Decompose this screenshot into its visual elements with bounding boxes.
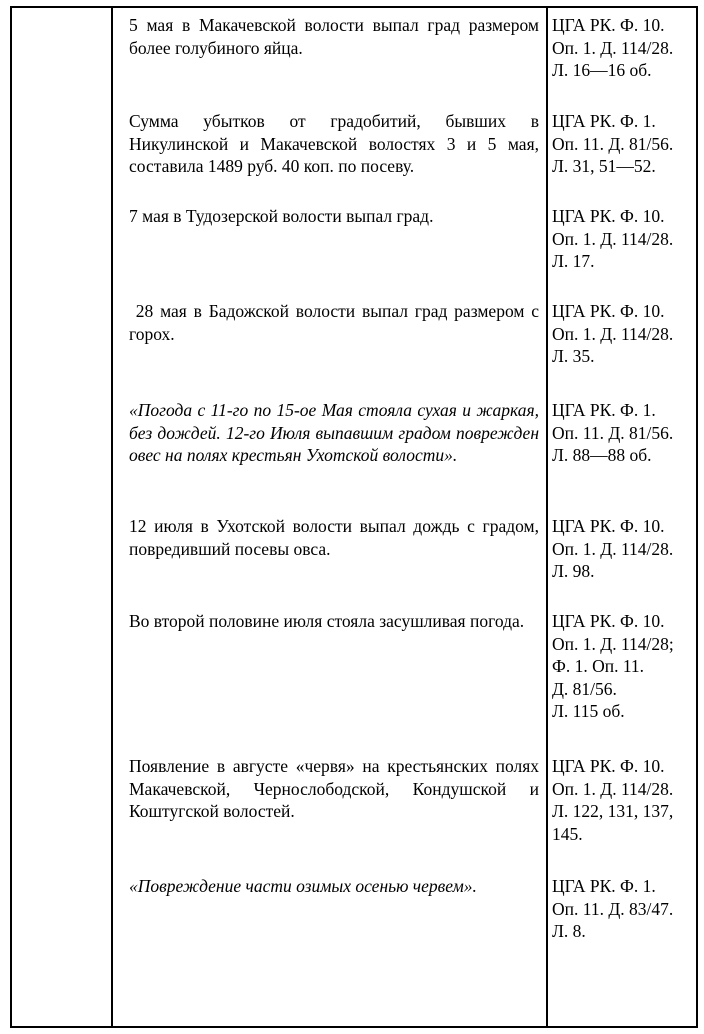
- event-description: 5 мая в Макачевской волости выпал град размером более голубиного яйца.: [129, 15, 539, 58]
- archive-source: ЦГА РК. Ф. 10. Оп. 1. Д. 114/28. Л. 16—16 об.: [552, 15, 674, 80]
- column-divider: [111, 8, 113, 1026]
- archive-table: [10, 6, 698, 1028]
- archive-source: ЦГА РК. Ф. 10. Оп. 1. Д. 114/28. Л. 17.: [552, 206, 674, 271]
- archive-source: ЦГА РК. Ф. 10. Оп. 1. Д. 114/28. Л. 122, 131, 137, 145.: [552, 756, 674, 844]
- event-quote: «Повреждение части озимых осенью червем».: [129, 876, 477, 896]
- event-description: 28 мая в Бадожской волости выпал град размером с горох.: [129, 301, 544, 344]
- event-description: 7 мая в Тудозерской волости выпал град.: [129, 206, 434, 226]
- event-description: Сумма убытков от градобитий, бывших в Никулинской и Макачевской волостях 3 и 5 мая, составила 1489 руб. 40 коп. по посеву.: [129, 111, 539, 176]
- event-quote: «Погода с 11-го по 15-ое Мая стояла сухая и жаркая, без дождей. 12-го Июля выпавшим градом поврежден овес на полях крестьян Ухотской волости».: [129, 400, 539, 465]
- event-description: 12 июля в Ухотской волости выпал дождь с градом, повредивший посевы овса.: [129, 516, 539, 559]
- archive-source: ЦГА РК. Ф. 10. Оп. 1. Д. 114/28; Ф. 1. Оп. 11. Д. 81/56. Л. 115 об.: [552, 611, 674, 721]
- archive-source: ЦГА РК. Ф. 1. Оп. 11. Д. 81/56. Л. 88—88 об.: [552, 400, 674, 465]
- archive-source: ЦГА РК. Ф. 10. Оп. 1. Д. 114/28. Л. 98.: [552, 516, 674, 581]
- archive-source: ЦГА РК. Ф. 1. Оп. 11. Д. 83/47. Л. 8.: [552, 876, 674, 941]
- event-description: Во второй половине июля стояла засушливая погода.: [129, 611, 525, 631]
- column-divider: [546, 8, 548, 1026]
- archive-source: ЦГА РК. Ф. 10. Оп. 1. Д. 114/28. Л. 35.: [552, 301, 674, 366]
- archive-source: ЦГА РК. Ф. 1. Оп. 11. Д. 81/56. Л. 31, 51—52.: [552, 111, 674, 176]
- event-description: Появление в августе «червя» на крестьянских полях Макачевской, Чернослободской, Кондушской и Коштугской волостей.: [129, 756, 539, 821]
